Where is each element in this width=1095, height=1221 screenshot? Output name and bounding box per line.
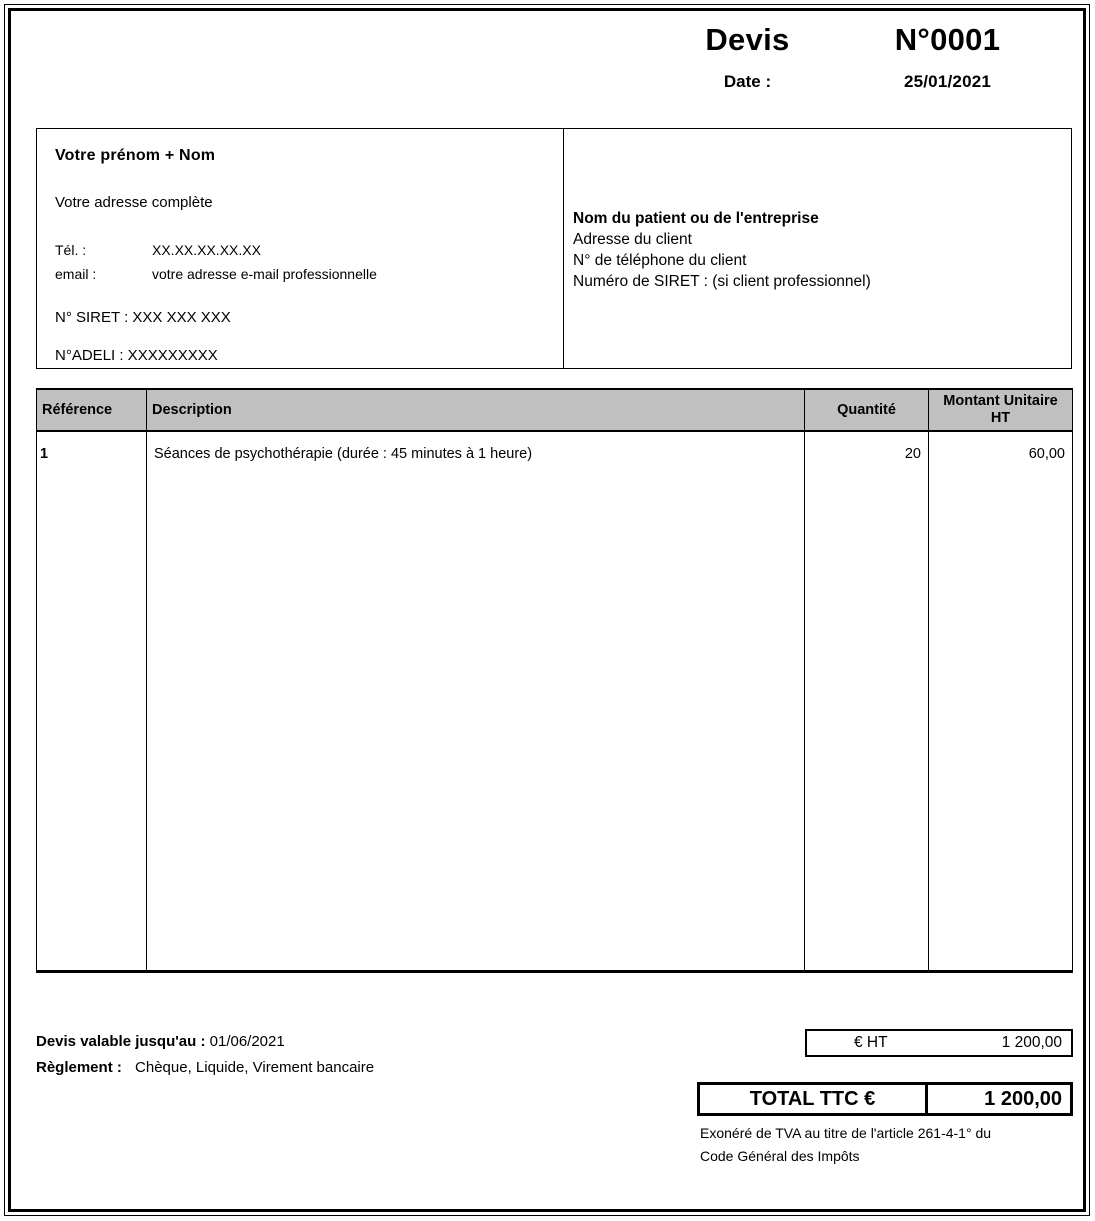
column-header-reference: Référence xyxy=(37,389,147,431)
items-table-header-row xyxy=(37,389,1073,431)
sender-contact xyxy=(55,238,377,286)
client-name: Nom du patient ou de l'entreprise xyxy=(573,210,819,227)
column-header-unit-amount-line1: Montant Unitaire xyxy=(943,393,1058,409)
sender-phone-value: XX.XX.XX.XX.XX xyxy=(152,242,261,258)
parties-box xyxy=(36,128,1072,369)
items-table-head xyxy=(37,389,1073,431)
document-date-row xyxy=(660,72,1060,92)
cell-quantity: 20 xyxy=(805,431,929,971)
document-date-label: Date : xyxy=(723,72,772,91)
items-table-body xyxy=(37,431,1073,971)
sender-phone-row xyxy=(55,238,377,262)
validity-row xyxy=(36,1029,374,1055)
client-block xyxy=(564,129,1071,368)
column-header-unit-amount xyxy=(929,389,1073,431)
sender-email-value: votre adresse e-mail professionnelle xyxy=(152,266,377,282)
sender-address: Votre adresse complète xyxy=(55,194,213,211)
document-title: Devis xyxy=(705,22,790,57)
payment-row xyxy=(36,1055,374,1081)
payment-label: Règlement : xyxy=(36,1059,122,1076)
client-siret: Numéro de SIRET : (si client professionnel) xyxy=(573,273,871,290)
total-ttc-box xyxy=(697,1082,1073,1116)
document-header xyxy=(660,22,1060,58)
validity-label: Devis valable jusqu'au : xyxy=(36,1033,206,1050)
sender-adeli: N°ADELI : XXXXXXXXX xyxy=(55,347,218,364)
document-date-value: 25/01/2021 xyxy=(903,72,992,91)
client-address: Adresse du client xyxy=(573,231,692,248)
sender-siret: N° SIRET : XXX XXX XXX xyxy=(55,309,231,326)
total-ht-value: 1 200,00 xyxy=(1001,1034,1062,1051)
total-ht-label: € HT xyxy=(853,1034,888,1051)
document-number: N°0001 xyxy=(894,22,1001,57)
sender-block xyxy=(37,129,564,368)
table-row xyxy=(37,431,1073,971)
sender-phone-label: Tél. : xyxy=(55,242,87,258)
validity-value: 01/06/2021 xyxy=(209,1033,285,1050)
tva-note-line2: Code Général des Impôts xyxy=(700,1148,860,1164)
sender-email-row xyxy=(55,262,377,286)
cell-reference: 1 xyxy=(37,431,147,971)
client-phone: N° de téléphone du client xyxy=(573,252,747,269)
total-ttc-label: TOTAL TTC € xyxy=(700,1085,928,1113)
cell-description: Séances de psychothérapie (durée : 45 minutes à 1 heure) xyxy=(147,431,805,971)
items-table xyxy=(36,388,1073,973)
sender-email-label: email : xyxy=(55,266,97,282)
terms-block xyxy=(36,1029,374,1081)
total-ht-box xyxy=(805,1029,1073,1057)
column-header-unit-amount-line2: HT xyxy=(990,410,1011,426)
tva-exemption-note xyxy=(700,1122,1080,1168)
sender-name: Votre prénom + Nom xyxy=(55,147,216,164)
tva-note-line1: Exonéré de TVA au titre de l'article 261-4-1° du xyxy=(700,1125,992,1141)
column-header-quantity: Quantité xyxy=(805,389,929,431)
cell-unit-amount: 60,00 xyxy=(929,431,1073,971)
column-header-description: Description xyxy=(147,389,805,431)
client-details xyxy=(573,208,871,292)
payment-value: Chèque, Liquide, Virement bancaire xyxy=(135,1059,375,1076)
total-ttc-value: 1 200,00 xyxy=(984,1087,1062,1110)
